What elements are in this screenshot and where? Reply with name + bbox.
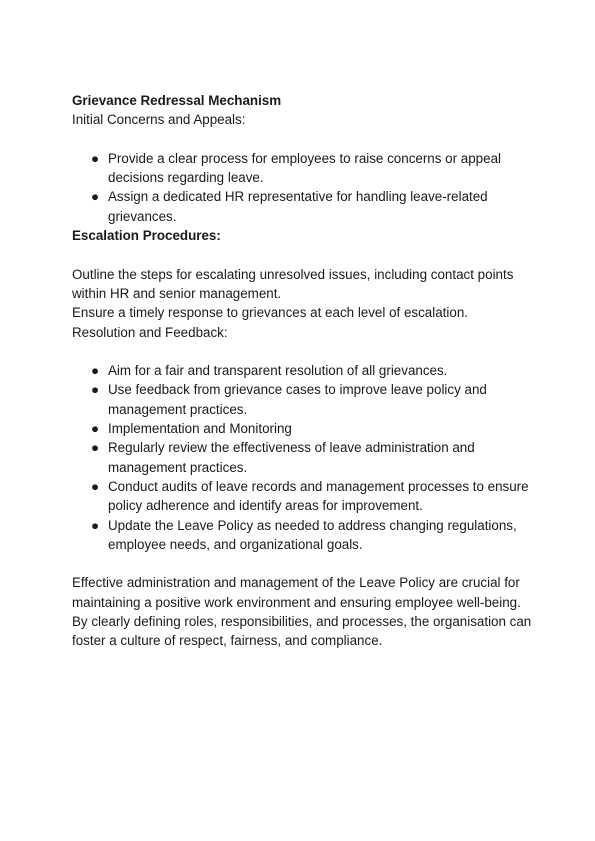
document-page [72,91,532,651]
paragraph-conclusion: Effective administration and management of the Leave Policy are crucial for maintaining a positive work environment and ensuring employee well-being. By clearly defining roles, responsibilities, and processes, the organisation can foster a culture of respect, fairness, and compliance. [72,575,532,649]
section-heading-escalation: Escalation Procedures: [72,228,221,244]
list-item: ● Use feedback from grievance cases to improve leave policy and management practices. [90,382,487,417]
subheading-initial-concerns: Initial Concerns and Appeals: [72,112,246,128]
list-item: ● Provide a clear process for employees to raise concerns or appeal decisions regarding leave. [90,150,501,186]
paragraph-escalation-steps: Outline the steps for escalating unresolved issues, including contact points within HR and senior management. [72,266,514,301]
section-heading-grievance: Grievance Redressal Mechanism [72,93,282,108]
bullet-icon: ● [90,478,100,494]
list-item: ● Update the Leave Policy as needed to address changing regulations, employee needs, and organizational goals. [90,517,517,552]
spacer [72,130,532,149]
list-item: ● Implementation and Monitoring [72,419,532,438]
bullet-list-initial-concerns [72,149,532,226]
list-item: ● Assign a dedicated HR representative for handling leave-related grievances. [90,189,488,224]
spacer [72,342,532,361]
list-item: ● Regularly review the effectiveness of leave administration and management practices. [90,440,475,475]
bullet-icon: ● [90,421,100,437]
list-item: ● Aim for a fair and transparent resolution of all grievances. [72,361,532,380]
bullet-icon: ● [90,440,100,456]
subheading-resolution: Resolution and Feedback: [72,324,228,340]
paragraph-timely-response: Ensure a timely response to grievances at each level of escalation. [72,305,468,321]
bullet-icon: ● [90,382,100,398]
bullet-icon: ● [90,189,100,205]
bullet-icon: ● [90,150,100,166]
bullet-icon: ● [90,517,100,533]
list-item: ● Conduct audits of leave records and management processes to ensure policy adherence and identify areas for improvement. [90,478,529,514]
spacer [72,554,532,573]
spacer [72,245,532,264]
bullet-icon: ● [90,363,100,379]
bullet-list-resolution [72,361,532,554]
